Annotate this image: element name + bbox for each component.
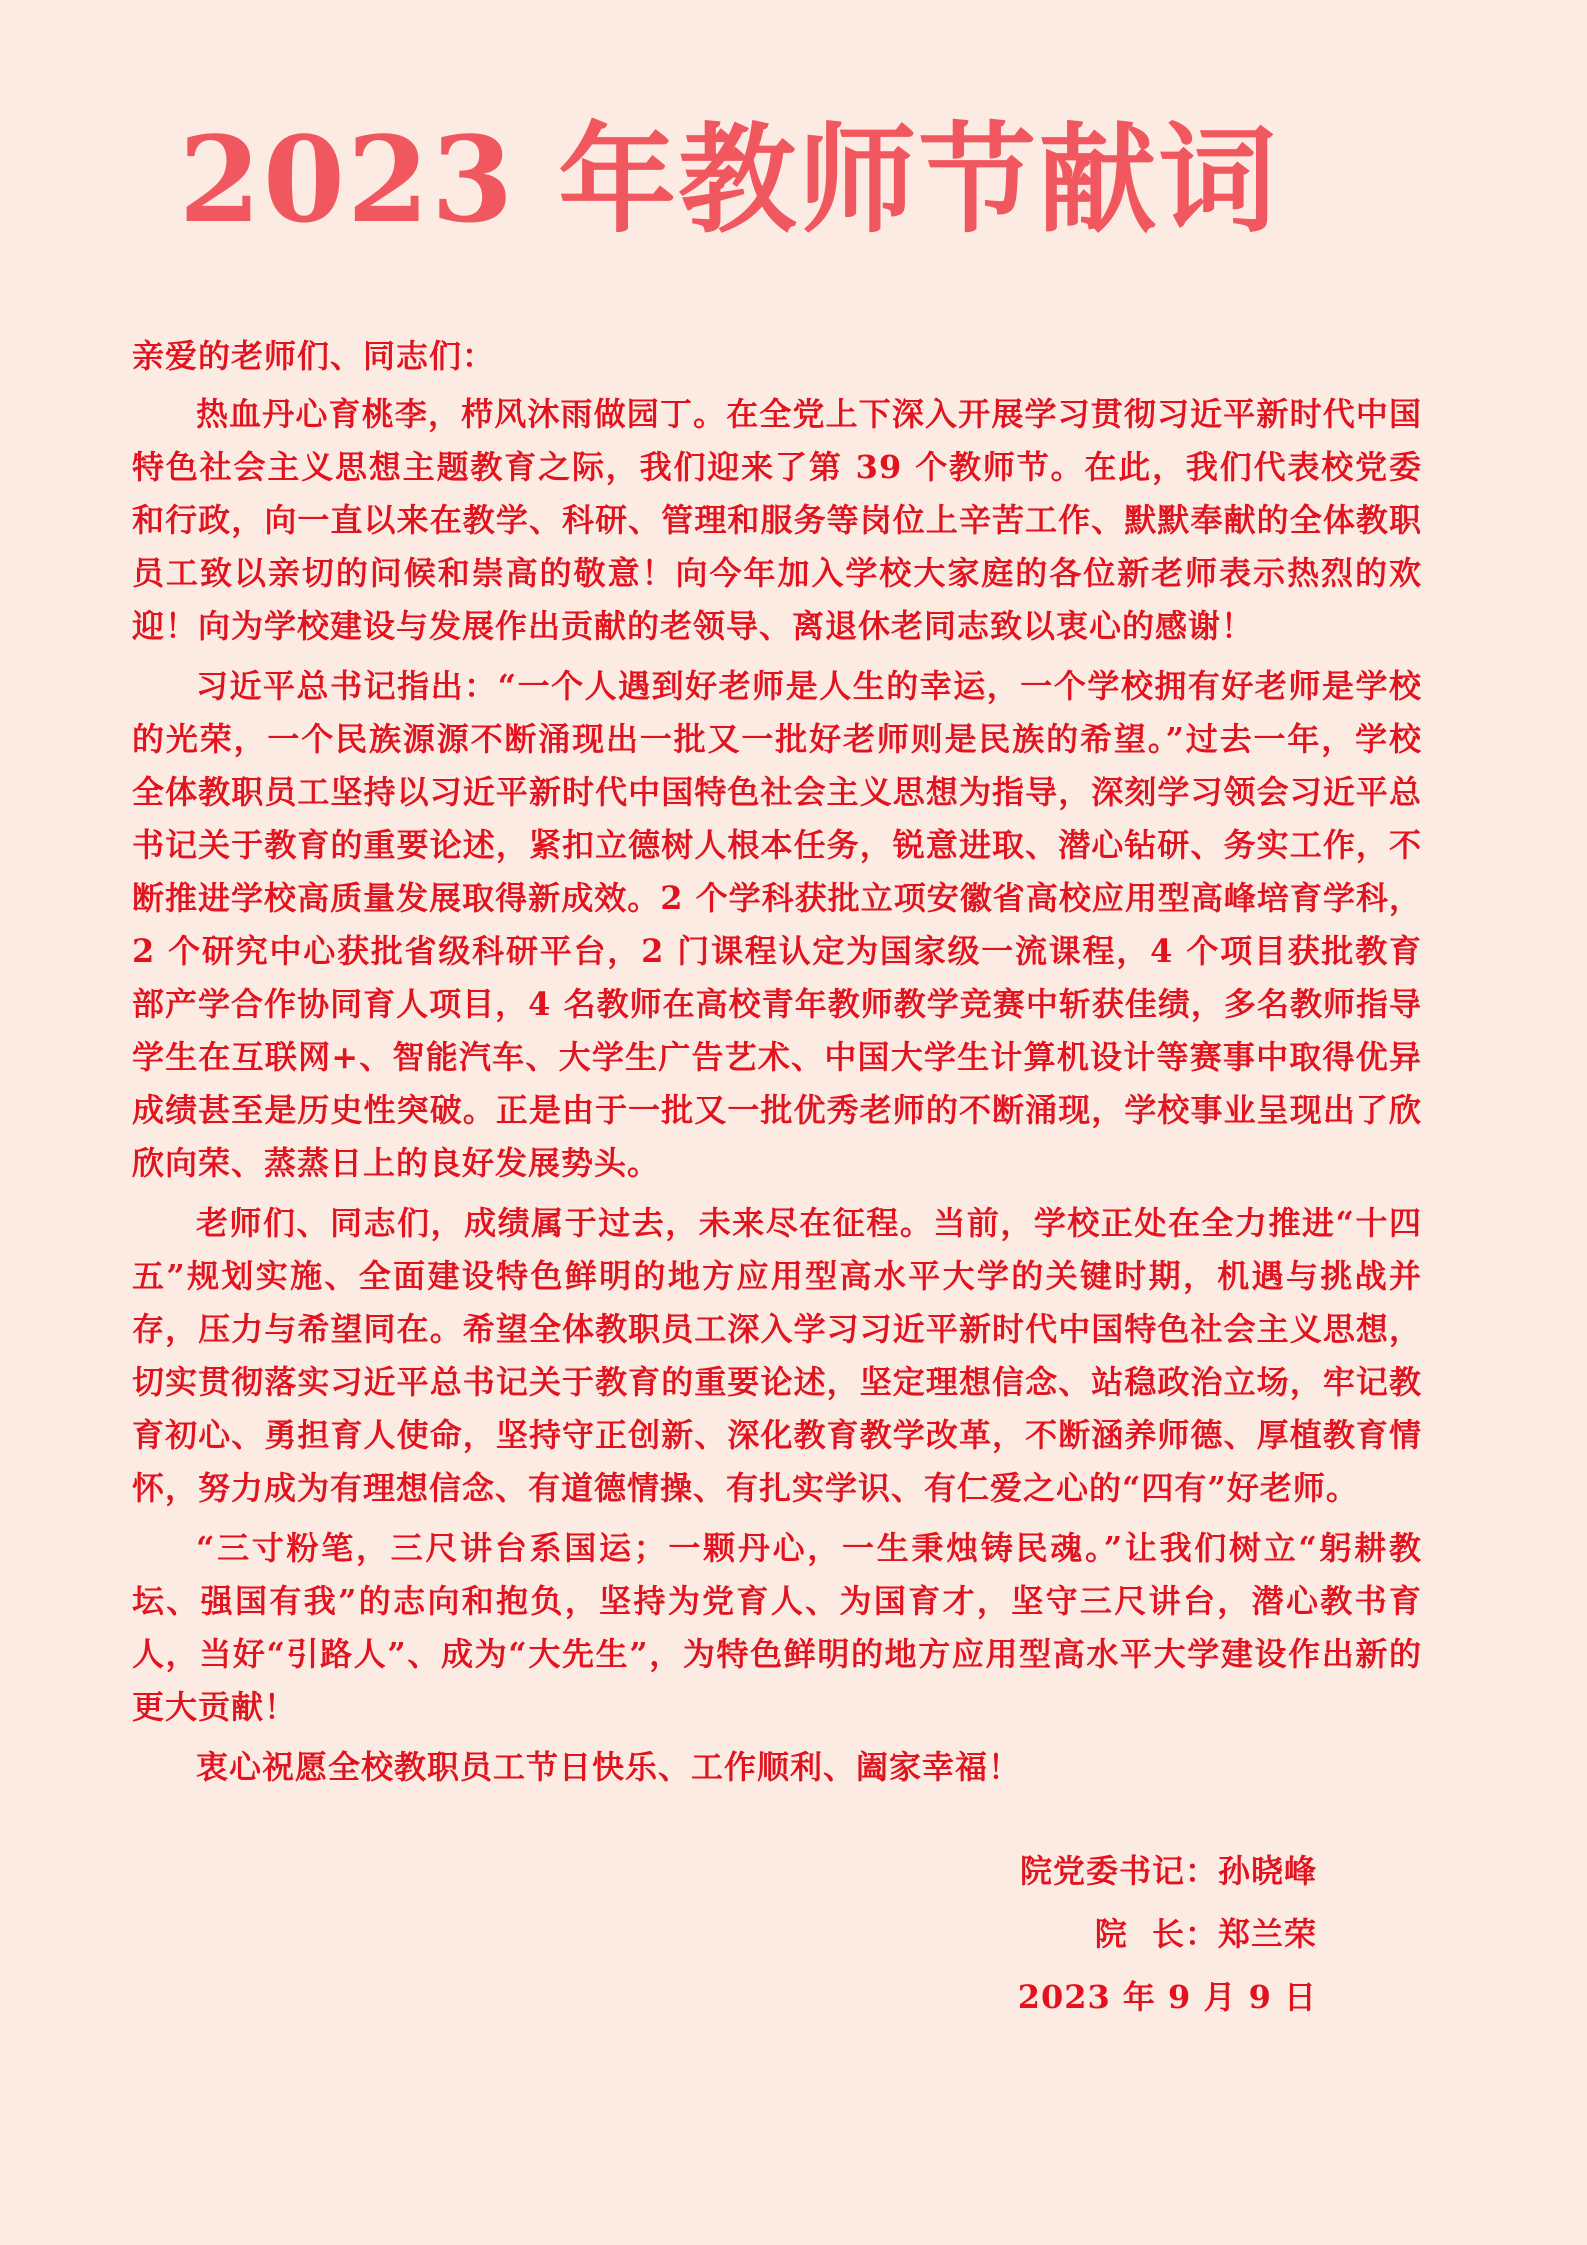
document-title	[0, 110, 1587, 250]
paragraph-5: 衷心祝愿全校教职员工节日快乐、工作顺利、阖家幸福！	[196, 1748, 1022, 1786]
paragraph-4: “三寸粉笔，三尺讲台系国运；一颗丹心，一生秉烛铸民魂。”让我们树立“躬耕教坛、强国有我”的志向和抱负，坚持为党育人、为国育才，坚守三尺讲台，潜心教书育人，当好“引路人”、成为“大先生”，为特色鲜明的地方应用型高水平大学建设作出新的更大贡献！	[132, 1529, 1422, 1726]
signature-block	[1018, 1840, 1317, 2029]
paragraph-3: 老师们、同志们，成绩属于过去，未来尽在征程。当前，学校正处在全力推进“十四五”规划实施、全面建设特色鲜明的地方应用型高水平大学的关键时期，机遇与挑战并存，压力与希望同在。希望全体教职员工深入学习习近平新时代中国特色社会主义思想，切实贯彻落实习近平总书记关于教育的重要论述，坚定理想信念、站稳政治立场，牢记教育初心、勇担育人使命，坚持守正创新、深化教育教学改革，不断涵养师德、厚植教育情怀，努力成为有理想信念、有道德情操、有扎实学识、有仁爱之心的“四有”好老师。	[132, 1204, 1422, 1507]
paragraph-2: 习近平总书记指出：“一个人遇到好老师是人生的幸运，一个学校拥有好老师是学校的光荣，一个民族源源不断涌现出一批又一批好老师则是民族的希望。”过去一年，学校全体教职员工坚持以习近平新时代中国特色社会主义思想为指导，深刻学习领会习近平总书记关于教育的重要论述，紧扣立德树人根本任务，锐意进取、潜心钻研、务实工作，不断推进学校高质量发展取得新成效。2 个学科获批立项安徽省高校应用型高峰培育学科，2 个研究中心获批省级科研平台，2 门课程认定为国家级一流课程，4 个项目获批教育部产学合作协同育人项目，4 名教师在高校青年教师教学竞赛中斩获佳绩，多名教师指导学生在互联网+、智能汽车、大学生广告艺术、中国大学生计算机设计等赛事中取得优异成绩甚至是历史性突破。正是由于一批又一批优秀老师的不断涌现，学校事业呈现出了欣欣向荣、蒸蒸日上的良好发展势头。	[132, 667, 1422, 1182]
party-secretary-signature: 院党委书记：孙晓峰	[1019, 1852, 1317, 1890]
document-title-text: 2023 年教师节献词	[178, 110, 1279, 249]
salutation: 亲爱的老师们、同志们：	[132, 337, 496, 375]
paragraph-1: 热血丹心育桃李，栉风沐雨做园丁。在全党上下深入开展学习贯彻习近平新时代中国特色社会主义思想主题教育之际，我们迎来了第 39 个教师节。在此，我们代表校党委和行政，向一直以来在教学、科研、管理和服务等岗位上辛苦工作、默默奉献的全体教职员工致以亲切的问候和崇高的敬意！向今年加入学校大家庭的各位新老师表示热烈的欢迎！向为学校建设与发展作出贡献的老领导、离退休老同志致以衷心的感谢！	[132, 395, 1422, 645]
document-body	[132, 330, 1422, 1801]
signature-date: 2023 年 9 月 9 日	[1017, 1978, 1317, 2016]
president-signature: 院 长：郑兰荣	[1094, 1915, 1317, 1953]
